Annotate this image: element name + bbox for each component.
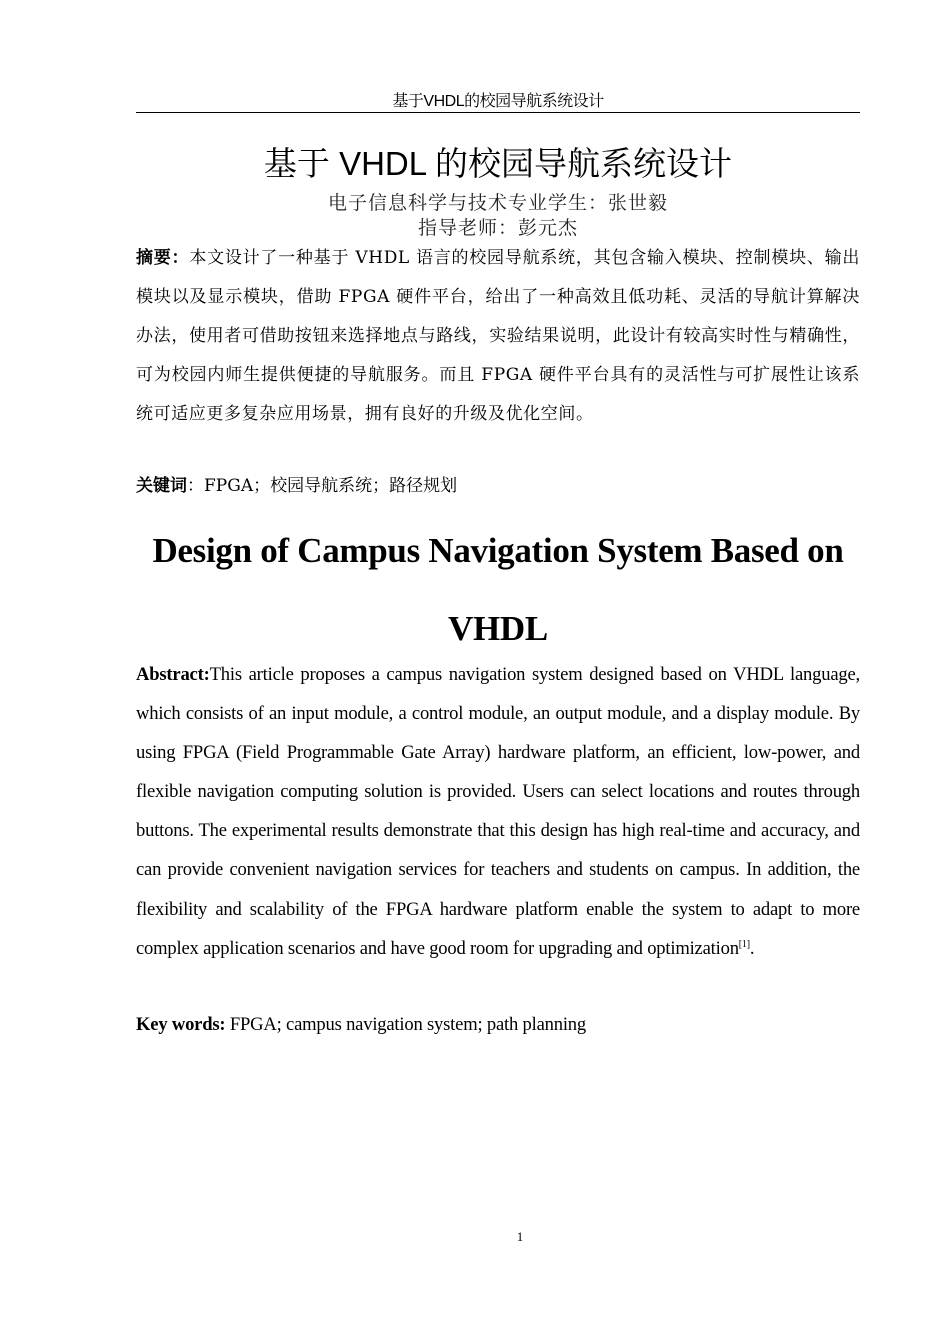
english-keywords: [136, 1012, 860, 1038]
chinese-keywords-label: 关键词: [136, 476, 187, 496]
english-abstract: [136, 655, 860, 968]
chinese-abstract-text: 本文设计了一种基于 VHDL 语言的校园导航系统，其包含输入模块、控制模块、输出模块以及显示模块，借助 FPGA 硬件平台，给出了一种高效且低功耗、灵活的导航计算解决办法，使用者可借助按钮来选择地点与路线，实验结果说明，此设计有较高实时性与精确性，可为校园内师生提供便捷的导航服务。而且 FPGA 硬件平台具有的灵活性与可扩展性让该系统可适应更多复杂应用场景，拥有良好的升级及优化空间。: [136, 248, 860, 424]
page-number: 1: [516, 1229, 524, 1244]
english-title-line-2: VHDL: [448, 609, 548, 648]
english-keywords-text: FPGA; campus navigation system; path planning: [225, 1014, 586, 1035]
author-line: 电子信息科学与技术专业学生：张世毅: [327, 192, 668, 214]
english-title: [136, 512, 860, 668]
chinese-abstract-label: 摘要：: [136, 248, 190, 268]
chinese-keywords: [136, 472, 860, 500]
chinese-abstract: [136, 239, 860, 434]
english-keywords-label: Key words:: [136, 1014, 226, 1035]
english-abstract-label: Abstract:: [136, 664, 210, 685]
chinese-keywords-text: ：FPGA；校园导航系统；路径规划: [187, 476, 458, 496]
english-abstract-end: .: [749, 937, 755, 959]
running-header-title: 基于VHDL的校园导航系统设计: [392, 93, 604, 110]
running-header: [136, 91, 860, 113]
english-abstract-text: This article proposes a campus navigation system designed based on VHDL language, which consists of an input module, a control module, an output module, and a display module. By using FPGA (Field Programmable Gate Array) hardware platform, an efficient, low-power, and flexible navigation computing solution is provided. Users can select locations and routes through buttons. The experimental results demonstrate that this design has high real-time and accuracy, and can provide convenient navigation services for teachers and students on campus. In addition, the flexibility and scalability of the FPGA hardware platform enable the system to adapt to more complex application scenarios and have good room for upgrading and optimization: [136, 664, 860, 959]
chinese-title: 基于 VHDL 的校园导航系统设计: [263, 145, 733, 182]
advisor-line: 指导老师：彭元杰: [417, 217, 578, 239]
citation-reference[interactable]: [1]: [738, 938, 750, 950]
english-title-line-1: Design of Campus Navigation System Based on: [152, 531, 844, 570]
